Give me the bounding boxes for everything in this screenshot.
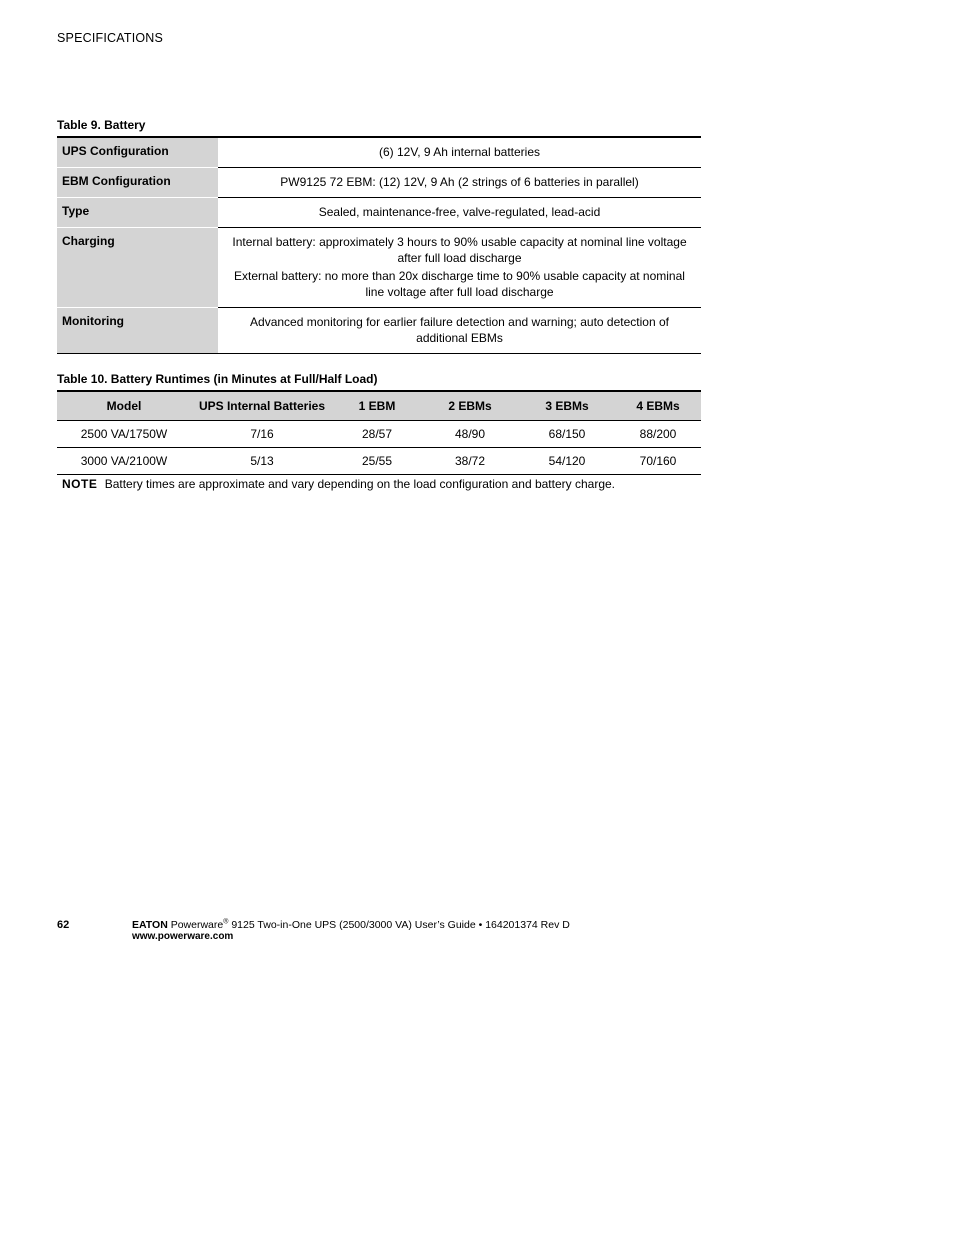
table-row <box>57 228 701 308</box>
column-header: 3 EBMs <box>519 391 615 421</box>
table-row <box>57 308 701 354</box>
footer-brand: EATON <box>132 919 168 931</box>
column-header: 1 EBM <box>333 391 421 421</box>
table-cell: 3000 VA/2100W <box>57 448 191 475</box>
table-cell: 7/16 <box>191 421 333 448</box>
page-number: 62 <box>57 919 70 931</box>
table-cell: 2500 VA/1750W <box>57 421 191 448</box>
table-cell: 38/72 <box>421 448 519 475</box>
footer-guide-title: 9125 Two-in-One UPS (2500/3000 VA) User’s Guide • 164201374 Rev D <box>228 919 570 931</box>
value-text: Advanced monitoring for earlier failure detection and warning; auto detection of additional EBMs <box>250 315 669 345</box>
column-header: 4 EBMs <box>615 391 701 421</box>
section-header: SPECIFICATIONS <box>57 31 164 45</box>
table10-caption: Table 10. Battery Runtimes (in Minutes at Full/Half Load) <box>57 372 378 386</box>
table-row <box>57 198 701 228</box>
table-row <box>57 421 701 448</box>
note-label: NOTE <box>62 477 98 491</box>
column-header: UPS Internal Batteries <box>191 391 333 421</box>
row-value <box>218 198 701 228</box>
table-row <box>57 168 701 198</box>
table-cell: 68/150 <box>519 421 615 448</box>
value-text: PW9125 72 EBM: (12) 12V, 9 Ah (2 strings of 6 batteries in parallel) <box>280 175 639 189</box>
note <box>62 477 615 491</box>
table-cell: 54/120 <box>519 448 615 475</box>
table-row <box>57 448 701 475</box>
table-cell: 5/13 <box>191 448 333 475</box>
footer-url: www.powerware.com <box>132 931 234 942</box>
column-header: 2 EBMs <box>421 391 519 421</box>
table-cell: 48/90 <box>421 421 519 448</box>
battery-table <box>57 136 701 354</box>
table9-caption: Table 9. Battery <box>57 118 146 132</box>
table-cell: 25/55 <box>333 448 421 475</box>
row-label: Charging <box>57 228 218 308</box>
row-label: Type <box>57 198 218 228</box>
table-row <box>57 137 701 168</box>
footer-title <box>132 919 570 931</box>
column-header: Model <box>57 391 191 421</box>
battery-runtimes-table <box>57 390 701 475</box>
table-header-row <box>57 391 701 421</box>
value-text: External battery: no more than 20x discharge time to 90% usable capacity at nominal line voltage after full load discharge <box>234 269 685 299</box>
footer-product: Powerware <box>170 919 224 931</box>
value-text: (6) 12V, 9 Ah internal batteries <box>379 145 540 159</box>
registered-mark: ® <box>223 918 229 926</box>
row-value <box>218 308 701 354</box>
note-text: Battery times are approximate and vary depending on the load configuration and battery charge. <box>104 477 616 491</box>
value-text: Internal battery: approximately 3 hours to 90% usable capacity at nominal line voltage after full load discharge <box>232 235 687 265</box>
row-label: UPS Configuration <box>57 137 218 168</box>
row-label: Monitoring <box>57 308 218 354</box>
row-value <box>218 228 701 308</box>
value-text: Sealed, maintenance-free, valve-regulated, lead-acid <box>318 205 601 219</box>
row-value <box>218 168 701 198</box>
row-label: EBM Configuration <box>57 168 218 198</box>
table-cell: 88/200 <box>615 421 701 448</box>
table-cell: 70/160 <box>615 448 701 475</box>
row-value <box>218 137 701 168</box>
table-cell: 28/57 <box>333 421 421 448</box>
